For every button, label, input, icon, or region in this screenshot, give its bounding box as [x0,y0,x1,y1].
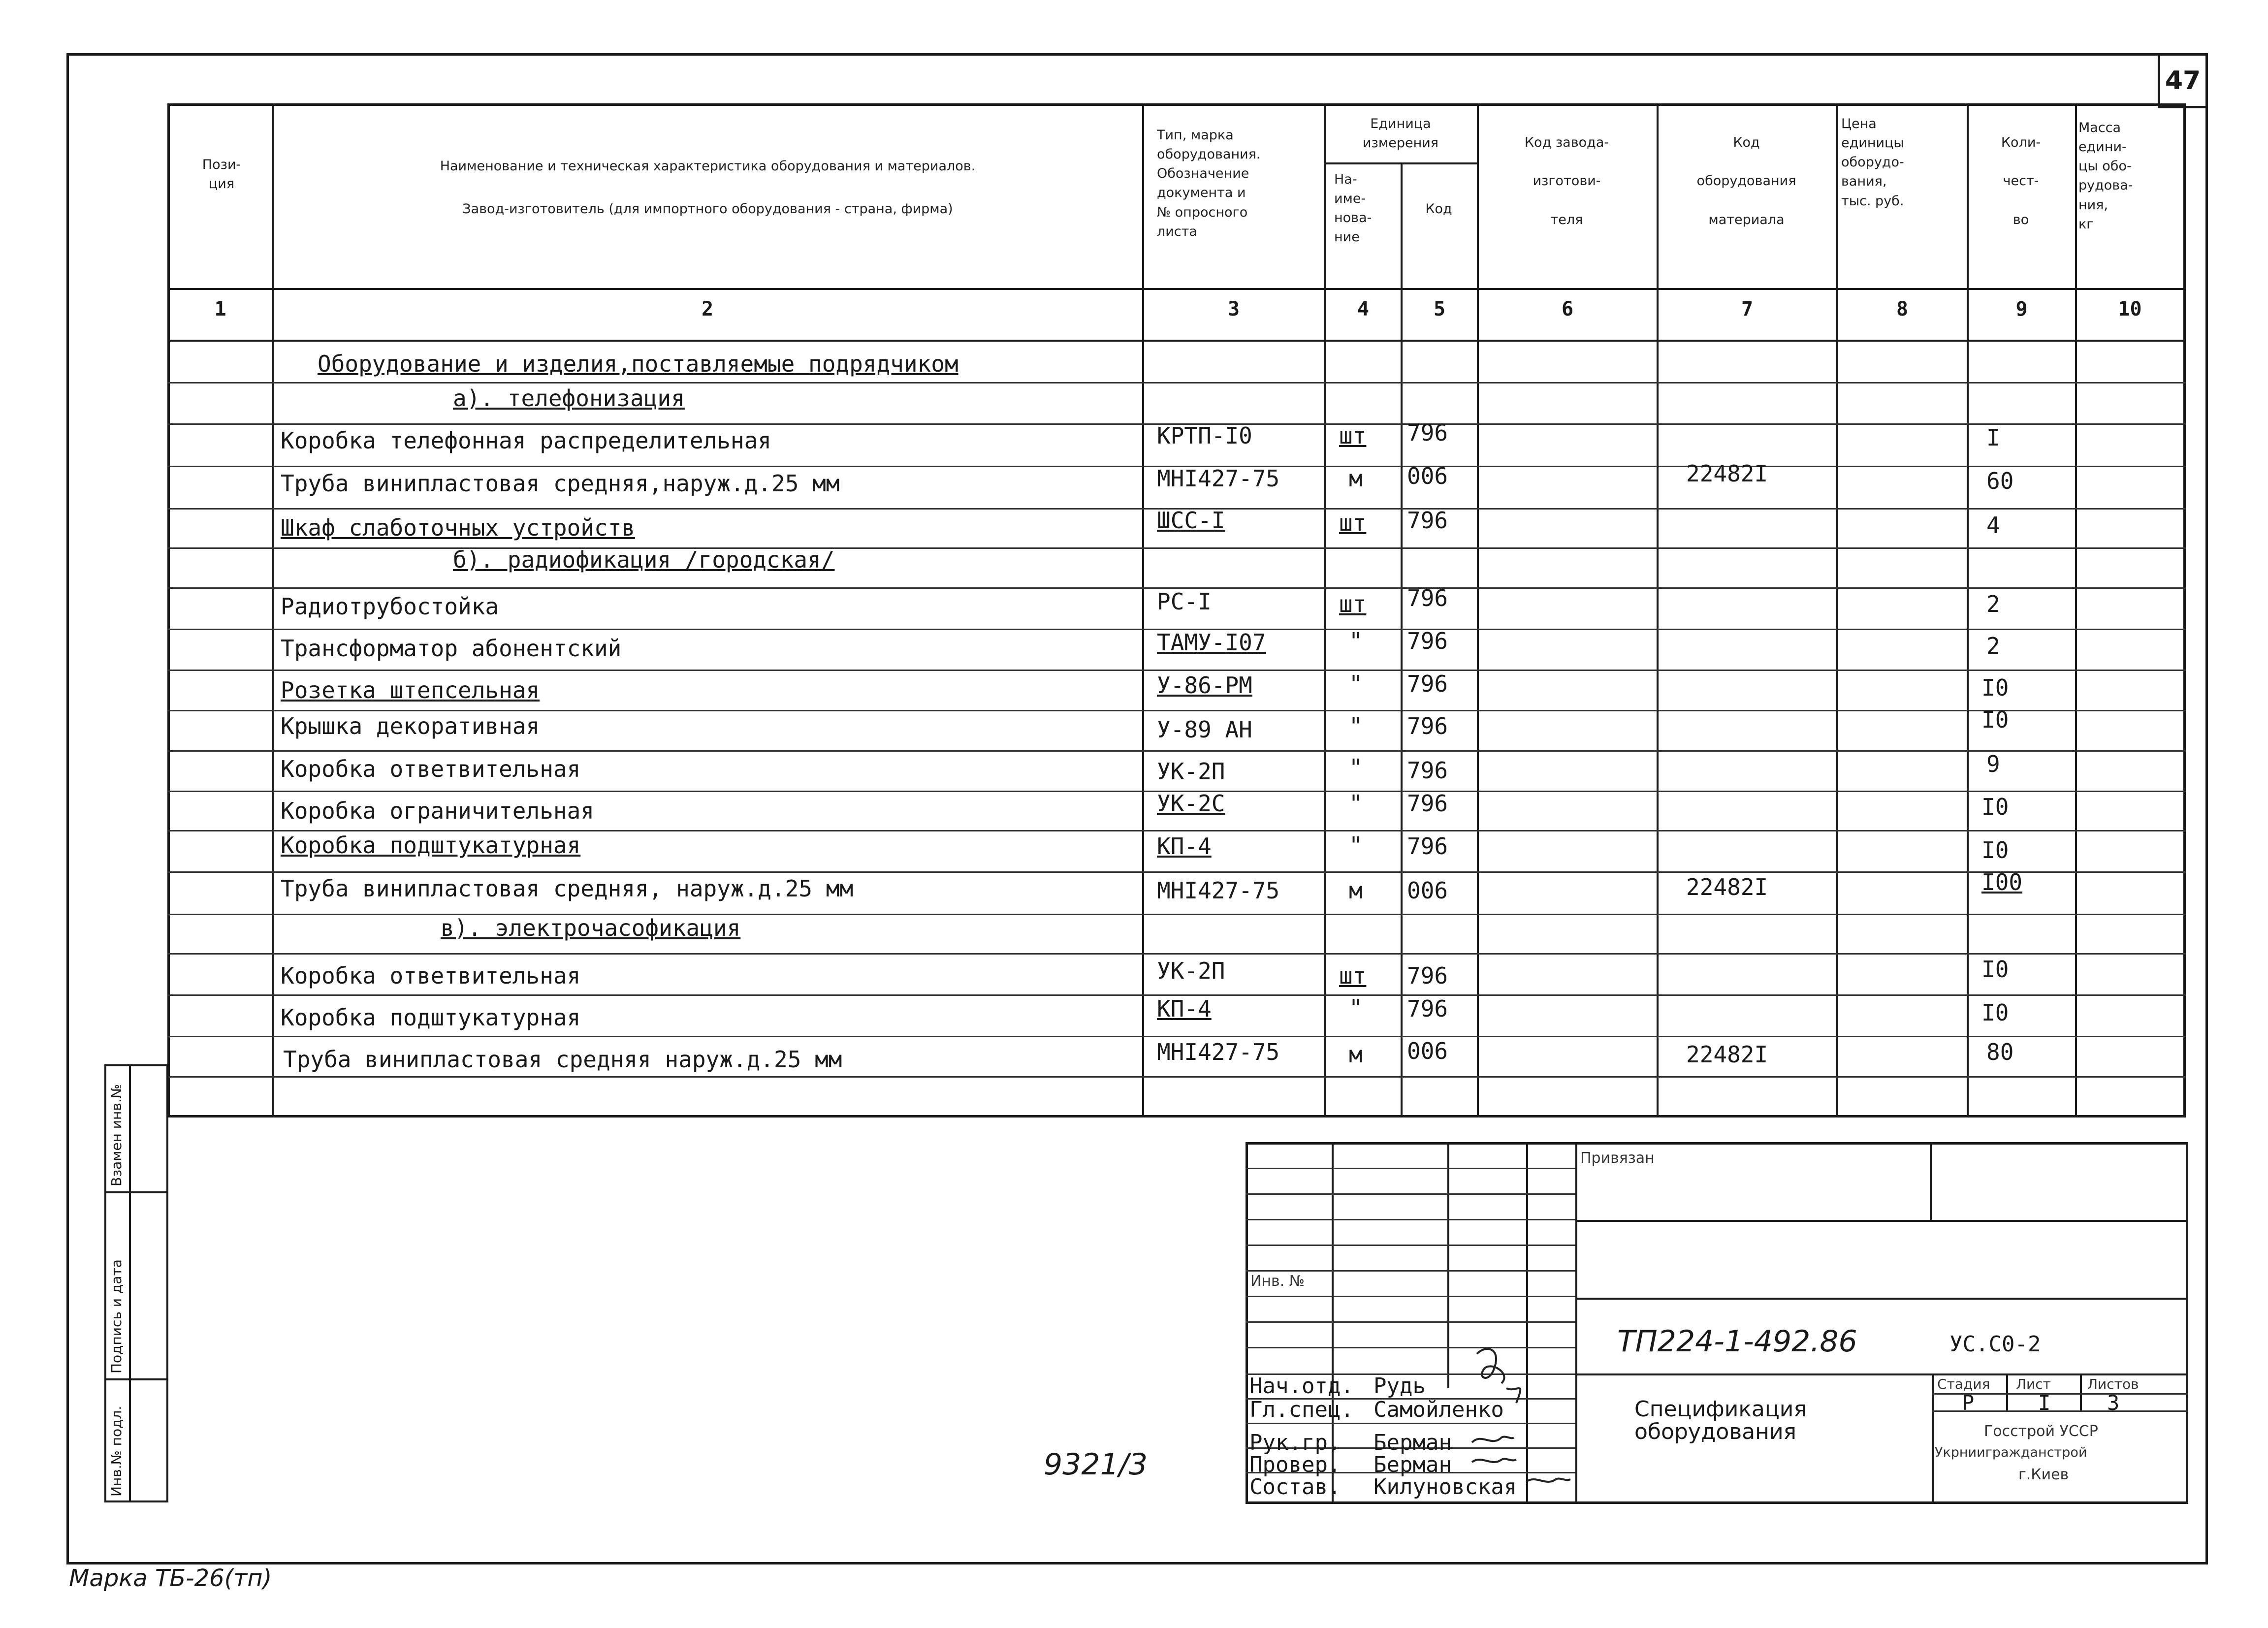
unit-subheader-line [1324,162,1477,164]
colnum-5: 5 [1433,298,1446,320]
subsection-title: в). электрочасофикация [441,915,741,941]
side-stamp-line [104,1191,168,1193]
item-unit: " [1349,713,1363,739]
tb-line [1246,1168,1575,1169]
tb-inv-label: Инв. № [1250,1273,1305,1290]
item-type: УК-2П [1157,758,1225,785]
item-type: МНI427-75 [1157,1039,1280,1065]
item-type: ТАМУ-I07 [1157,629,1266,656]
header-bottom-line [167,288,2186,290]
item-material-code: 22482I [1686,874,1768,900]
colnum-8: 8 [1896,298,1909,320]
item-material-code: 22482I [1686,460,1768,487]
tb-line [1575,1220,2188,1222]
row-line [167,750,2186,752]
header-type: Тип, марка оборудования. Обозначение документа и № опросного листа [1157,128,1261,239]
item-type: КП-4 [1157,833,1212,860]
item-unit-code: 796 [1407,833,1448,860]
tb-title [1634,1398,1807,1443]
item-unit-code: 006 [1407,463,1448,489]
side-stamp-replace: Взамен инв.№ [108,1084,125,1186]
item-type: УК-2С [1157,790,1225,817]
item-type: ШСС-I [1157,507,1225,534]
item-qty: 2 [1986,591,2000,617]
item-unit-code: 796 [1407,995,1448,1022]
tb-line [2080,1373,2082,1410]
tb-role: Состав. [1249,1474,1341,1500]
col-line [1836,104,1838,1117]
header-unit-code: Код [1425,201,1452,217]
item-qty: 9 [1986,751,2000,777]
page-number: 47 [2158,53,2208,108]
format-mark: Марка ТБ-26(тп) [69,1564,272,1592]
colnum-7: 7 [1741,298,1754,320]
header-unit-name: На- име- нова- ние [1334,172,1372,245]
item-name: Коробка ответвительная [281,962,581,989]
col-line [1324,104,1326,1117]
item-name: Розетка штепсельная [281,677,540,703]
item-unit: шт [1339,591,1367,617]
item-type: У-89 АН [1157,716,1252,743]
item-unit: м [1349,465,1363,492]
item-qty: I [1986,424,2000,451]
item-type: КРТП-I0 [1157,422,1252,449]
item-type: МНI427-75 [1157,877,1280,904]
row-line [167,871,2186,873]
side-stamp-line [129,1064,131,1502]
item-type: УК-2П [1157,958,1225,984]
subsection-title: а). телефонизация [453,385,685,412]
tb-role: Рук.гр. [1249,1430,1341,1455]
tb-org-line2: Укрниигражданстрой [1935,1445,2087,1460]
col-line [1967,104,1969,1117]
archive-number: 9321/3 [1044,1447,1148,1482]
colnum-bottom-line [167,340,2186,342]
tb-doc-code: ТП224-1-492.86 [1617,1324,1857,1359]
item-unit: шт [1339,422,1367,449]
tb-person: Самойленко [1374,1397,1504,1422]
tb-line [1246,1270,1575,1272]
colnum-10: 10 [2118,298,2142,320]
item-unit: м [1349,877,1363,904]
item-qty: 4 [1986,512,2000,539]
item-unit: " [1349,994,1363,1021]
item-qty: 60 [1986,468,2014,494]
tb-org-line1: Госстрой УССР [1984,1423,2098,1440]
tb-sheet: I [2038,1391,2051,1415]
item-name: Труба винипластовая средняя,наруж.д.25 мм [281,470,840,497]
item-qty: 80 [1986,1039,2014,1065]
header-position: Пози- ция [202,157,241,192]
item-material-code: 22482I [1686,1041,1768,1068]
tb-line [1246,1321,1575,1323]
colnum-1: 1 [214,298,226,320]
item-unit-code: 796 [1407,713,1448,739]
tb-org-line3: г.Киев [2018,1466,2069,1483]
item-qty: 2 [1986,633,2000,659]
item-qty: I00 [1981,869,2023,895]
colnum-9: 9 [2015,298,2028,320]
item-unit: " [1349,754,1363,781]
row-line [167,670,2186,671]
tb-title-line2: оборудования [1634,1419,1797,1445]
tb-sheets-label: Листов [2087,1376,2139,1392]
header-material-code: Код оборудования материала [1696,135,1796,227]
tb-stage-label: Стадия [1937,1376,1990,1392]
row-line [167,1036,2186,1037]
item-unit-code: 796 [1407,507,1448,534]
col-line [2075,104,2077,1117]
tb-person: Килуновская [1374,1474,1517,1500]
row-line [167,710,2186,711]
tb-sheet-code: УС.С0-2 [1949,1332,2041,1357]
col-line [1142,104,1144,1117]
tb-line [2006,1373,2008,1410]
item-name: Коробка ответвительная [281,756,581,782]
header-name-line2: Завод-изготовитель (для импортного оборудования - страна, фирма) [462,201,953,217]
item-unit: " [1349,628,1363,654]
row-line [167,953,2186,955]
item-type: МНI427-75 [1157,465,1280,492]
item-unit: " [1349,832,1363,859]
tb-line [1575,1373,2188,1375]
tb-line [1246,1245,1575,1246]
header-unit: Единица измерения [1362,116,1439,151]
tb-privyazan: Привязан [1580,1149,1655,1167]
item-unit: м [1349,1041,1363,1068]
tb-line [1575,1298,2188,1300]
item-unit-code: 796 [1407,790,1448,817]
item-qty: I0 [1981,706,2009,733]
item-unit-code: 796 [1407,962,1448,989]
item-type: РС-I [1157,588,1212,615]
section-title: Оборудование и изделия,поставляемые подрядчиком [318,351,958,377]
colnum-4: 4 [1357,298,1370,320]
tb-line [1447,1142,1449,1388]
subsection-title: б). радиофикация /городская/ [453,546,835,573]
header-quantity: Коли- чест- во [2001,135,2041,227]
item-unit: шт [1339,510,1367,536]
tb-sheet-label: Лист [2016,1376,2051,1392]
item-qty: I0 [1981,794,2009,820]
col-line [1477,104,1479,1117]
tb-role: Нач.отд. [1249,1373,1354,1399]
header-name-line1: Наименование и техническая характеристика оборудования и материалов. [440,159,976,174]
item-unit: " [1349,790,1363,817]
signature-marks [1457,1339,1575,1501]
item-name: Шкаф слаботочных устройств [281,514,636,541]
item-qty: I0 [1981,999,2009,1026]
item-name: Крышка декоративная [281,713,540,739]
item-name: Труба винипластовая средняя, наруж.д.25 мм [281,875,854,902]
item-unit-code: 796 [1407,670,1448,697]
item-unit: шт [1339,962,1367,989]
item-type: КП-4 [1157,995,1212,1022]
row-line [167,830,2186,831]
tb-line [1246,1296,1575,1297]
item-unit-code: 796 [1407,757,1448,784]
item-unit: " [1349,670,1363,697]
item-name: Коробка подштукатурная [281,1004,581,1031]
side-stamp-inv: Инв.№ подл. [108,1405,125,1497]
row-line [167,382,2186,383]
row-line [167,1076,2186,1078]
item-name: Коробка телефонная распределительная [281,427,771,454]
tb-line [1930,1142,1932,1221]
tb-line [1575,1142,1577,1504]
header-mass: Масса едини- цы обо- рудова- ния, кг [2078,120,2133,232]
colnum-2: 2 [701,298,714,320]
item-name: Труба винипластовая средняя наруж.д.25 мм [283,1046,842,1073]
item-qty: I0 [1981,837,2009,863]
tb-person: Рудь [1374,1373,1426,1399]
item-qty: I0 [1981,956,2009,983]
tb-stage: Р [1962,1391,1975,1415]
col-line [1657,104,1659,1117]
colnum-6: 6 [1561,298,1574,320]
tb-sheets: 3 [2107,1391,2120,1415]
item-name: Трансформатор абонентский [281,635,622,662]
item-unit-code: 796 [1407,628,1448,654]
tb-line [1246,1219,1575,1220]
item-unit-code: 796 [1407,585,1448,611]
item-unit-code: 006 [1407,877,1448,904]
item-qty: I0 [1981,674,2009,701]
tb-person: Берман [1374,1430,1452,1455]
item-name: Радиотрубостойка [281,593,499,620]
item-unit-code: 006 [1407,1038,1448,1064]
header-factory-code: Код завода- изготови- теля [1524,135,1609,227]
tb-title-line1: Спецификация [1634,1397,1807,1422]
item-unit-code: 796 [1407,419,1448,446]
tb-line [1246,1193,1575,1195]
item-type: У-86-РМ [1157,672,1252,699]
item-name: Коробка подштукатурная [281,832,581,859]
colnum-3: 3 [1227,298,1240,320]
item-name: Коробка ограничительная [281,798,594,824]
col-line [272,104,274,1117]
tb-person: Берман [1374,1452,1452,1477]
side-stamp-line [104,1378,168,1380]
header-price: Цена единицы оборудо- вания, тыс. руб. [1841,116,1904,209]
tb-role: Провер. [1249,1452,1341,1477]
side-stamp-sign: Подпись и дата [108,1259,125,1373]
tb-role: Гл.спец. [1249,1397,1354,1422]
